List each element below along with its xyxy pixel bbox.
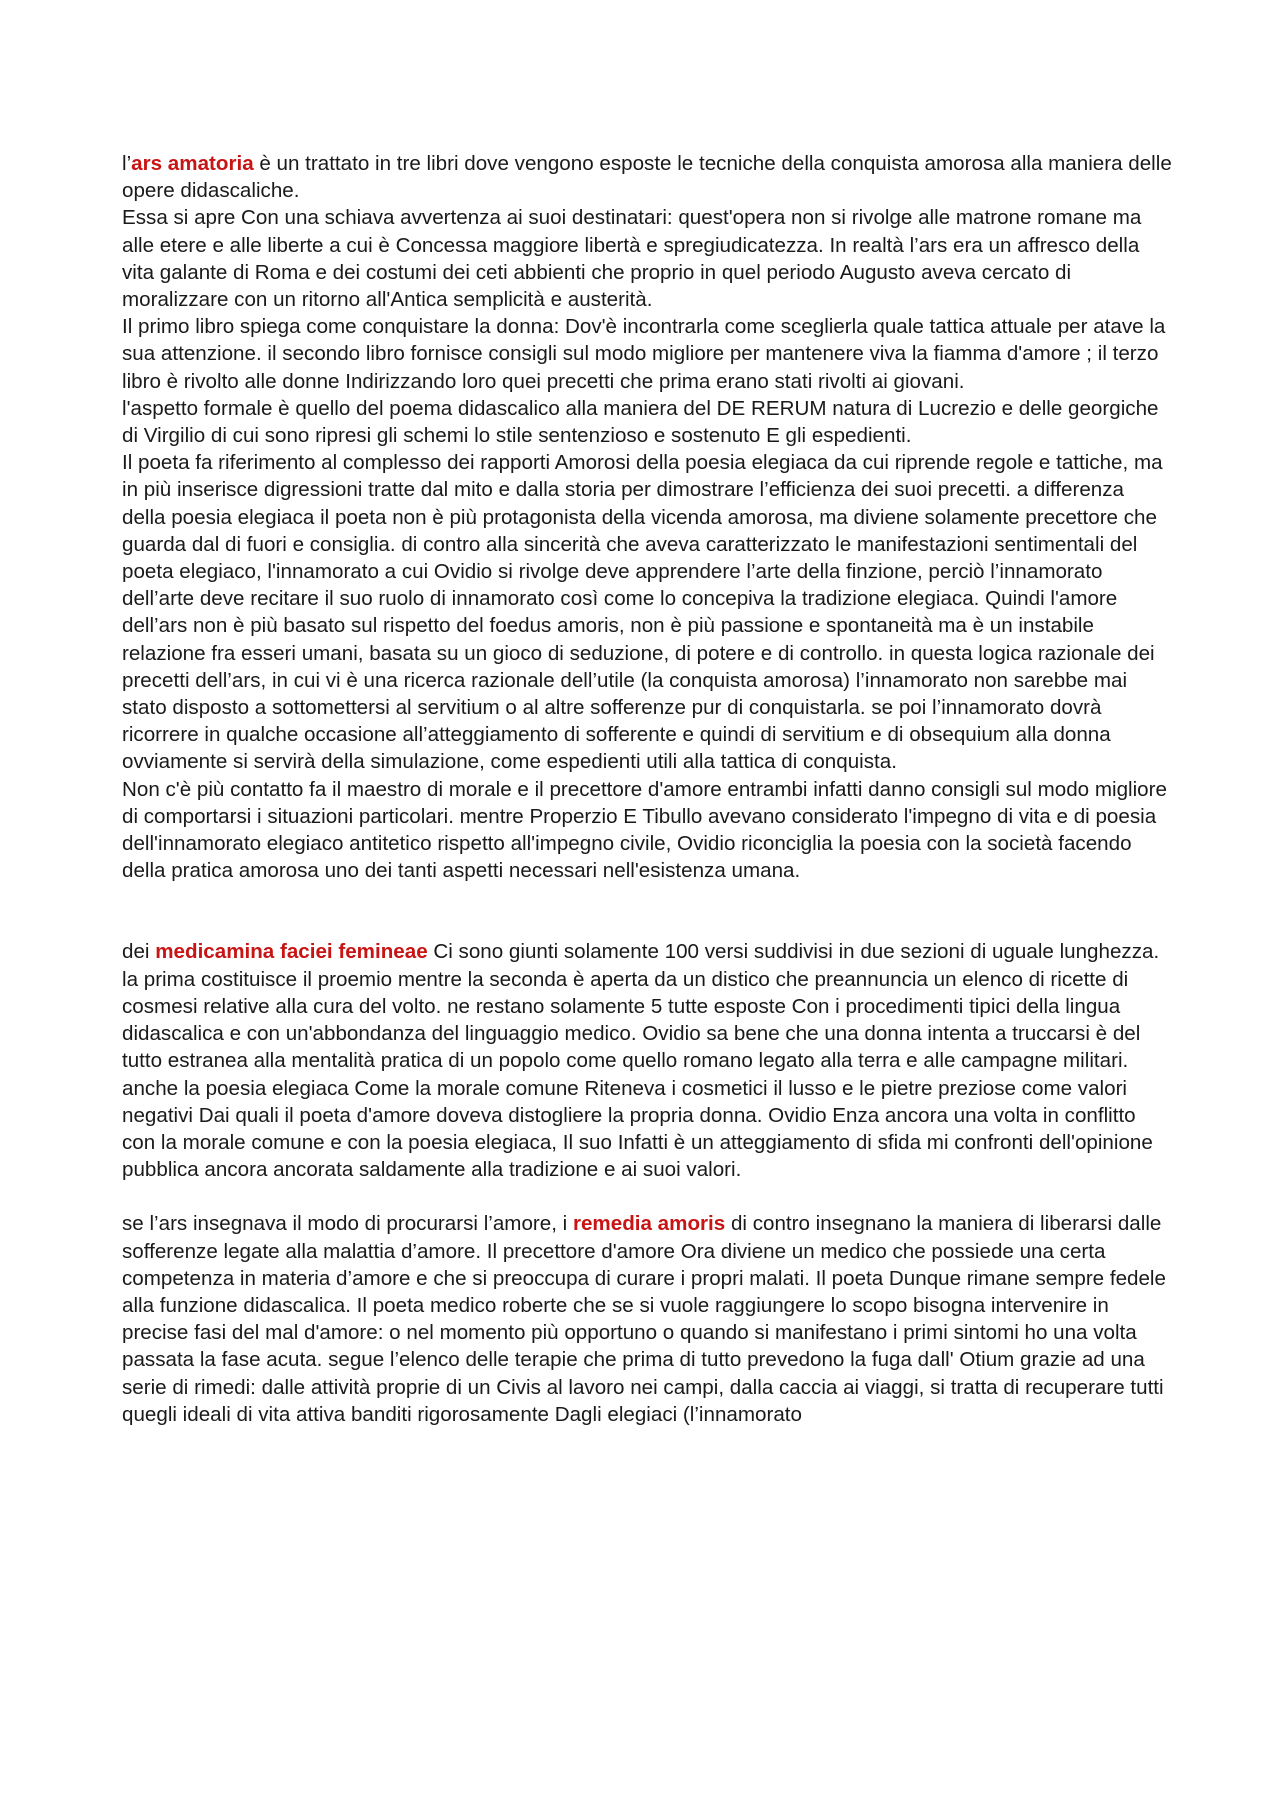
paragraph-text: Essa si apre Con una schiava avvertenza ai suoi destinatari: quest'opera non si rivolge alle matrone romane ma alle etere e alle liberte a cui è Concessa maggiore libertà e spregiudicatezza. In realtà l’ars era un affresco della vita galante di Roma e dei costumi dei ceti abbienti che proprio in quel periodo Augusto aveva cercato di moralizzare con un ritorno all'Antica semplicità e austerità. (122, 206, 1142, 312)
paragraph-text: di contro insegnano la maniera di liberarsi dalle sofferenze legate alla malattia d’amore. Il precettore d'amore Ora diviene un medico che possiede una certa competenza in materia d’amore e che si preoccupa di curare i propri malati. Il poeta Dunque rimane sempre fedele alla funzione didascalica. Il poeta medico roberte che se si vuole raggiungere lo scopo bisogna intervenire in precise fasi del mal d'amore: o nel momento più opportuno o quando si manifestano i primi sintomi ho una volta passata la fase acuta. segue l’elenco delle terapie che prima di tutto prevedono la fuga dall' Otium grazie ad una serie di rimedi: dalle attività proprie di un Civis al lavoro nei campi, dalla caccia ai viaggi, si tratta di recuperare tutti quegli ideali di vita attiva banditi rigorosamente Dagli elegiaci (l’innamorato (122, 1212, 1166, 1426)
work-title-highlight: remedia amoris (572, 1212, 726, 1236)
paragraph (122, 938, 1172, 1183)
paragraph-text: se l’ars insegnava il modo di procurarsi l’amore, i (122, 1212, 573, 1236)
paragraph-text: Non c'è più contatto fa il maestro di morale e il precettore d'amore entrambi infatti danno consigli sul modo migliore di comportarsi i situazioni particolari. mentre Properzio E Tibullo avevano considerato l'impegno di vita e di poesia dell'innamorato elegiaco antitetico rispetto all'impegno civile, Ovidio riconciglia la poesia con la società facendo della pratica amorosa uno dei tanti aspetti necessari nell'esistenza umana. (122, 777, 1167, 883)
paragraph (122, 204, 1172, 313)
work-title-highlight: ars amatoria (131, 152, 254, 175)
paragraph-text: l'aspetto formale è quello del poema didascalico alla maniera del DE RERUM natura di Lucrezio e delle georgiche di Virgilio di cui sono ripresi gli schemi lo stile sentenzioso e sostenuto E gli espedienti. (122, 396, 1159, 448)
paragraph-text: è un trattato in tre libri dove vengono esposte le tecniche della conquista amorosa alla maniera delle opere didascaliche. (122, 152, 1172, 203)
paragraph-text: Il primo libro spiega come conquistare la donna: Dov'è incontrarla come sceglierla quale tattica attuale per atave la sua attenzione. il secondo libro fornisce consigli sul modo migliore per mantenere viva la fiamma d'amore ; il terzo libro è rivolto alle donne Indirizzando loro quei precetti che prima erano stati rivolti ai giovani. (122, 315, 1166, 393)
paragraph (122, 776, 1172, 885)
paragraph (122, 150, 1172, 204)
document-body (122, 150, 1172, 1428)
paragraph-spacer (122, 884, 1172, 938)
work-title-highlight: medicamina faciei femineae (155, 940, 428, 964)
paragraph (122, 449, 1172, 775)
paragraph (122, 313, 1172, 395)
paragraph (122, 1210, 1172, 1428)
paragraph-text: Il poeta fa riferimento al complesso dei rapporti Amorosi della poesia elegiaca da cui riprende regole e tattiche, ma in più inserisce digressioni tratte dal mito e dalla storia per dimostrare l’efficienza dei suoi precetti. a differenza della poesia elegiaca il poeta non è più protagonista della vicenda amorosa, ma diviene solamente precettore che guarda dal di fuori e consiglia. di contro alla sincerità che aveva caratterizzato le manifestazioni sentimentali del poeta elegiaco, l'innamorato a cui Ovidio si rivolge deve apprendere l’arte della finzione, perciò l’innamorato dell’arte deve recitare il suo ruolo di innamorato così come lo concepiva la tradizione elegiaca. Quindi l'amore dell’ars non è più basato sul rispetto del foedus amoris, non è più passione e spontaneità ma è un instabile relazione fra esseri umani, basata su un gioco di seduzione, di potere e di controllo. in questa logica razionale dei precetti dell’ars, in cui vi è una ricerca razionale dell’utile (la conquista amorosa) l’innamorato non sarebbe mai stato disposto a sottomettersi al servitium o al altre sofferenze pur di conquistarla. se poi l’innamorato dovrà ricorrere in qualche occasione all’atteggiamento di sofferente e quindi di servitium e di obsequium alla donna ovviamente si servirà della simulazione, come espedienti utili alla tattica di conquista. (122, 451, 1163, 774)
paragraph-text: Ci sono giunti solamente 100 versi suddivisi in due sezioni di uguale lunghezza. la prima costituisce il proemio mentre la seconda è aperta da un distico che preannuncia un elenco di ricette di cosmesi relative alla cura del volto. ne restano solamente 5 tutte esposte Con i procedimenti tipici della lingua didascalica e con un'abbondanza del linguaggio medico. Ovidio sa bene che una donna intenta a truccarsi è del tutto estranea alla mentalità pratica di un popolo come quello romano legato alla terra e alle campagne militari. anche la poesia elegiaca Come la morale comune Riteneva i cosmetici il lusso e le pietre preziose come valori negativi Dai quali il poeta d'amore doveva distogliere la propria donna. Ovidio Enza ancora una volta in conflitto con la morale comune e con la poesia elegiaca, Il suo Infatti è un atteggiamento di sfida mi confronti dell'opinione pubblica ancora ancorata saldamente alla tradizione e ai suoi valori. (122, 940, 1160, 1182)
paragraph-text: dei (122, 940, 156, 964)
paragraph (122, 395, 1172, 449)
paragraph-spacer (122, 1183, 1172, 1210)
paragraph-text: l’ (122, 152, 132, 175)
